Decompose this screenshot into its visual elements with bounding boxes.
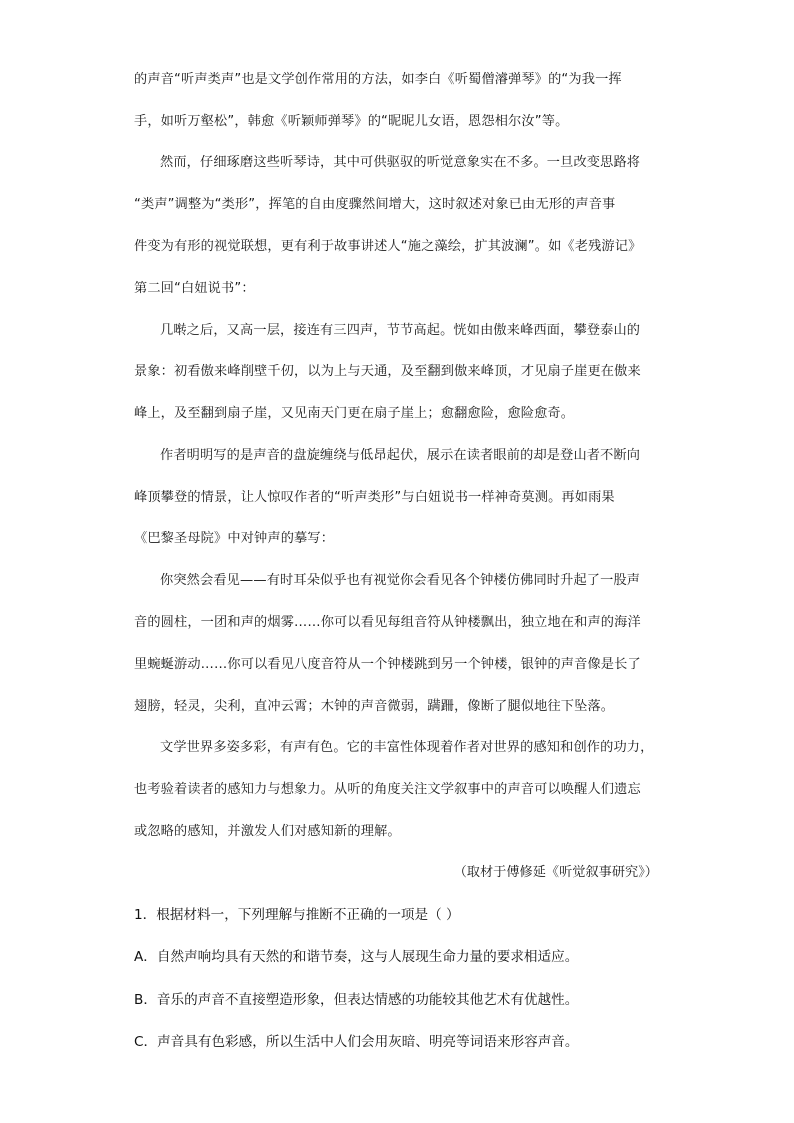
quote-line: 景象：初看傲来峰削壁千仞，以为上与天通，及至翻到傲来峰顶，才见扇子崖更在傲来 (134, 364, 641, 379)
passage-line: 也考验着读者的感知力与想象力。从听的角度关注文学叙事中的声音可以唤醒人们遗忘 (134, 782, 641, 797)
quote-line: 音的圆柱，一团和声的烟雾……你可以看见每组音符从钟楼飘出，独立地在和声的海洋 (134, 615, 641, 630)
quote-line: 里蜿蜒游动……你可以看见八度音符从一个钟楼跳到另一个钟楼，银钟的声音像是长了 (134, 657, 641, 672)
option-b: B．音乐的声音不直接塑造形象，但表达情感的功能较其他艺术有优越性。 (134, 992, 579, 1008)
passage-line: 手，如听万壑松”，韩愈《听颖师弹琴》的“昵昵儿女语，恩怨相尔汝”等。 (134, 114, 569, 129)
passage-line: 作者明明写的是声音的盘旋缠绕与低昂起伏，展示在读者眼前的却是登山者不断向 (160, 448, 641, 463)
passage-line: 《巴黎圣母院》中对钟声的摹写： (134, 531, 335, 546)
quote-line: 翅膀，轻灵，尖利，直冲云霄；木钟的声音微弱，蹒跚，像断了腿似地往下坠落。 (134, 699, 615, 714)
passage-line: 峰顶攀登的情景，让人惊叹作者的“听声类形”与白妞说书一样神奇莫测。再如雨果 (134, 490, 615, 505)
source-citation: （取材于傅修延《听觉叙事研究》） (453, 865, 658, 880)
option-c: C．声音具有色彩感，所以生活中人们会用灰暗、明亮等词语来形容声音。 (134, 1034, 579, 1050)
passage-line: 或忽略的感知，并激发人们对感知新的理解。 (134, 824, 401, 839)
passage-line: 文学世界多姿多彩，有声有色。它的丰富性体现着作者对世界的感知和创作的功力， (160, 740, 654, 755)
quote-line: 峰上，及至翻到扇子崖，又见南天门更在扇子崖上；愈翻愈险，愈险愈奇。 (134, 406, 575, 421)
passage-line: “类声”调整为“类形”，挥笔的自由度骤然间增大，这时叙述对象已由无形的声音事 (134, 197, 616, 212)
passage-line: 的声音“听声类声”也是文学创作常用的方法，如李白《听蜀僧濬弹琴》的“为我一挥 (134, 72, 622, 87)
passage-line: 件变为有形的视觉联想，更有利于故事讲述人“施之藻绘，扩其波澜”。如《老残游记》 (134, 239, 642, 254)
quote-line: 几啭之后，又高一层，接连有三四声，节节高起。恍如由傲来峰西面，攀登泰山的 (160, 323, 641, 338)
quote-line: 你突然会看见——有时耳朵似乎也有视觉你会看见各个钟楼仿佛同时升起了一股声 (160, 573, 641, 588)
question-stem: 1．根据材料一，下列理解与推断不正确的一项是（ ） (134, 907, 460, 923)
option-a: A．自然声响均具有天然的和谐节奏，这与人展现生命力量的要求相适应。 (134, 949, 579, 965)
passage-line: 然而，仔细琢磨这些听琴诗，其中可供驱驭的听觉意象实在不多。一旦改变思路将 (160, 155, 641, 170)
passage-line: 第二回“白妞说书”： (134, 281, 255, 296)
